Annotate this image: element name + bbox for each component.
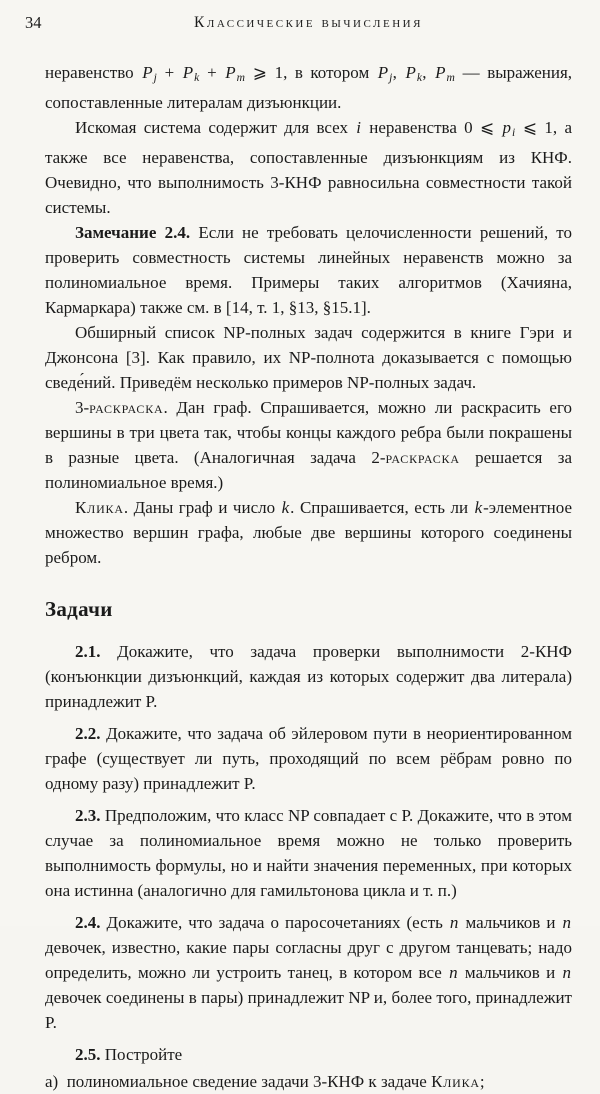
text-segment: раскраска	[385, 447, 460, 467]
text-segment: +	[199, 63, 225, 82]
text-segment: n	[449, 962, 458, 982]
text-segment: неравенство	[45, 63, 142, 82]
running-head: Классические вычисления	[194, 14, 423, 31]
paragraph-item-a	[45, 1069, 572, 1094]
text-segment: — выражения, сопоставленные литералам дизъюнкции.	[45, 63, 573, 112]
text-segment: j	[389, 70, 393, 84]
text-segment: девочек соединены в пары) принадлежит NP и, более того, принадлежит P.	[45, 987, 572, 1032]
text-segment: Замечание 2.4.	[75, 222, 191, 242]
text-segment: m	[446, 70, 456, 84]
paragraph-problem-2-4	[45, 910, 572, 1035]
text-segment: i	[512, 125, 516, 139]
text-segment: Если не требовать целочисленности решений, то проверить совместность системы линейных неравенств можно за полиномиальное время. Примеры таких алгоритмов (Хачияна, Кармаркара) также см. в [14, т. 1, §13, §15.1].	[45, 222, 573, 317]
text-segment: P	[435, 63, 446, 82]
text-segment: Докажите, что задача о паросочетаниях (есть	[100, 912, 449, 932]
text-segment: Докажите, что задача об эйлеровом пути в неориентированном графе (существует ли путь, проходящий по всем рёбрам ровно по одному разу) принадлежит P.	[45, 723, 572, 793]
text-segment: 2.4.	[75, 912, 101, 932]
text-segment: k	[281, 497, 290, 517]
paragraph-problem-2-1	[45, 639, 572, 714]
paragraph-remark-2-4	[45, 220, 572, 320]
text-segment: P	[405, 63, 416, 82]
text-segment: Докажите, что задача проверки выполнимости 2-КНФ (конъюнкции дизъюнкций, каждая из которых содержит два литерала) принадлежит P.	[45, 641, 572, 711]
text-segment: -элементное множество вершин графа, любые две вершины которого соединены ребром.	[45, 497, 572, 567]
page-number: 34	[25, 13, 42, 32]
text-segment: 2.2.	[75, 723, 101, 743]
text-segment: Клика	[75, 497, 124, 517]
text-segment: Искомая система содержит для всех	[75, 117, 356, 137]
text-segment: ⩾ 1, в котором	[245, 63, 377, 82]
text-segment: . Даны граф и число	[123, 497, 281, 517]
text-segment: Клика	[431, 1071, 480, 1091]
text-segment: m	[236, 70, 246, 84]
text-segment: +	[157, 63, 182, 82]
text-segment: P	[225, 63, 236, 82]
text-segment: 2.3.	[75, 805, 101, 825]
paragraph-inequality-continuation	[45, 60, 572, 115]
text-segment: мальчиков и	[459, 912, 562, 932]
text-segment: Обширный список NP-полных задач содержится в книге Гэри и Джонсона [3]. Как правило, их NP-полнота доказывается с помощью сведе́ний. Приведём несколько примеров NP-полных задач.	[45, 322, 572, 392]
text-segment: девочек, известно, какие пары согласны друг с другом танцевать; надо определить, можно ли устроить танец, в котором все	[45, 937, 572, 982]
text-segment: ⩽ 1, а также все неравенства, сопоставленные дизъюнкциям из КНФ. Очевидно, что выполнимость 3-КНФ равносильна совместности такой системы.	[45, 117, 572, 217]
paragraph-three-coloring	[45, 395, 572, 495]
text-segment: 2.5.	[75, 1044, 101, 1064]
text-segment: неравенства 0 ⩽	[361, 117, 502, 137]
section-heading-problems: Задачи	[45, 596, 113, 621]
text-segment: p	[502, 117, 512, 137]
text-segment: n	[562, 962, 571, 982]
paragraph-np-complete-list	[45, 320, 572, 395]
text-segment: ,	[422, 63, 435, 82]
text-segment: раскраска	[89, 397, 164, 417]
text-segment: k	[416, 70, 423, 84]
paragraph-problem-2-5	[45, 1042, 572, 1067]
text-segment: k	[194, 70, 200, 84]
text-segment: . Спрашивается, есть ли	[290, 497, 474, 517]
text-segment: ;	[479, 1071, 485, 1091]
page-header	[25, 10, 572, 32]
text-segment: n	[562, 912, 571, 932]
text-segment: n	[449, 912, 459, 932]
paragraph-problem-2-2	[45, 721, 572, 796]
text-segment: k	[474, 497, 483, 517]
text-segment: мальчиков и	[458, 962, 562, 982]
text-segment: решается за полиномиальное время.)	[45, 447, 572, 492]
text-segment: 3-	[75, 397, 90, 417]
paragraph-system-description	[45, 115, 572, 220]
text-segment: j	[153, 70, 158, 84]
paragraph-problem-2-3	[45, 803, 572, 903]
text-segment: а) полиномиальное сведение задачи 3-КНФ к задаче	[45, 1071, 432, 1091]
text-segment: . Дан граф. Спрашивается, можно ли раскрасить его вершины в три цвета так, чтобы концы каждого ребра были покрашены в разные цвета. (Аналогичная задача 2-	[45, 397, 572, 467]
text-segment: i	[356, 117, 361, 137]
text-segment: ,	[392, 63, 405, 82]
paragraph-clique	[45, 495, 572, 570]
text-segment: P	[377, 63, 389, 82]
text-segment: Предположим, что класс NP совпадает с P. Докажите, что в этом случае за полиномиальное время можно не только проверить выполнимость формулы, но и найти значения переменных, при которых она истинна (аналогично для гамильтонова цикла и т. п.)	[45, 805, 572, 900]
text-segment: P	[142, 63, 153, 82]
page-body	[45, 60, 572, 1094]
text-segment: 2.1.	[75, 641, 101, 661]
text-segment: P	[182, 63, 194, 82]
text-segment: Постройте	[100, 1044, 183, 1064]
